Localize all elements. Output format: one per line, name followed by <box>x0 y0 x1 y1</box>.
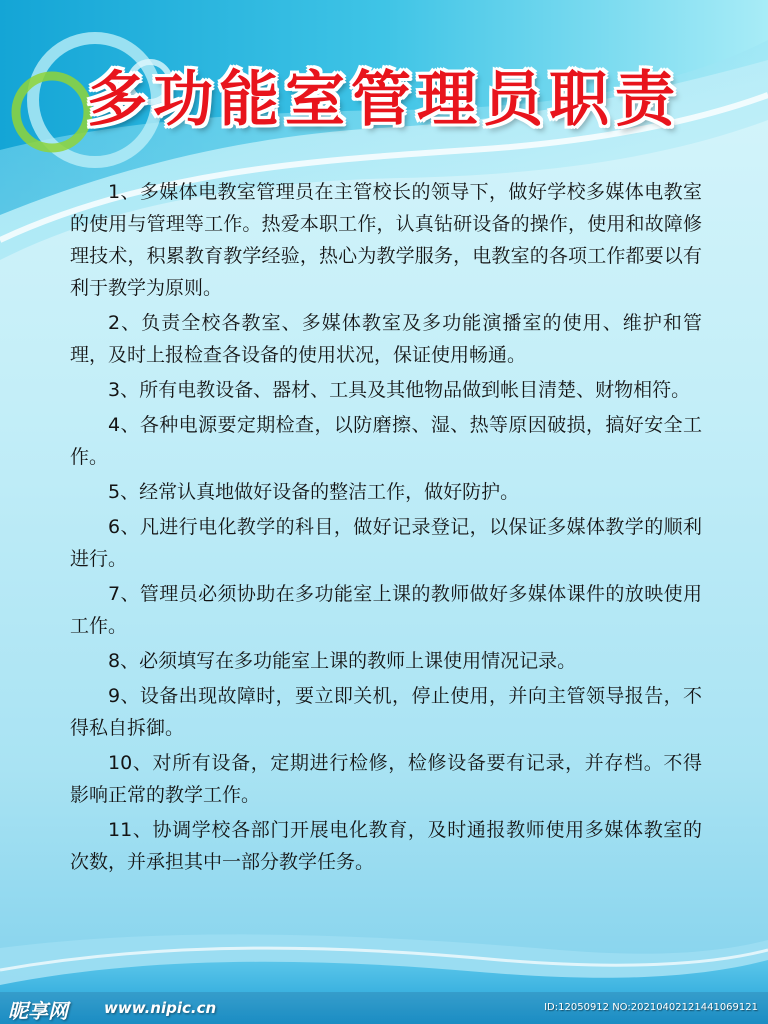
duty-item-3: 3、所有电教设备、器材、工具及其他物品做到帐目清楚、财物相符。 <box>108 379 691 401</box>
duties-list <box>70 176 702 881</box>
duty-item-10: 10、对所有设备，定期进行检修，检修设备要有记录，并存档。不得影响正常的教学工作。 <box>70 752 702 806</box>
duty-item-9: 9、设备出现故障时，要立即关机，停止使用，并向主管领导报告，不得私自拆御。 <box>70 685 702 739</box>
duty-item-6: 6、凡进行电化教学的科目，做好记录登记，以保证多媒体教学的顺利进行。 <box>70 516 702 570</box>
duty-item-7: 7、管理员必须协助在多功能室上课的教师做好多媒体课件的放映使用工作。 <box>70 583 702 637</box>
duty-item-1: 1、多媒体电教室管理员在主管校长的领导下，做好学校多媒体电教室的使用与管理等工作。热爱本职工作，认真钻研设备的操作，使用和故障修理技术，积累教育教学经验，热心为教学服务，电教室的各项工作都要以有利于教学为原则。 <box>70 181 702 299</box>
duty-item-4: 4、各种电源要定期检查，以防磨擦、湿、热等原因破损，搞好安全工作。 <box>70 414 702 468</box>
watermark-id: ID:12050912 NO:20210402121441069121 <box>544 1002 758 1013</box>
duty-item-2: 2、负责全校各教室、多媒体教室及多功能演播室的使用、维护和管理，及时上报检查各设备的使用状况，保证使用畅通。 <box>70 312 702 366</box>
poster-title: 多功能室管理员职责 <box>87 65 681 135</box>
duty-item-11: 11、协调学校各部门开展电化教育，及时通报教师使用多媒体教室的次数，并承担其中一部分教学任务。 <box>70 819 702 873</box>
duty-item-5: 5、经常认真地做好设备的整洁工作，做好防护。 <box>108 481 520 503</box>
watermark-brand: 昵享网 <box>8 999 68 1023</box>
duty-item-8: 8、必须填写在多功能室上课的教师上课使用情况记录。 <box>108 650 577 672</box>
watermark-url: www.nipic.cn <box>104 999 217 1017</box>
